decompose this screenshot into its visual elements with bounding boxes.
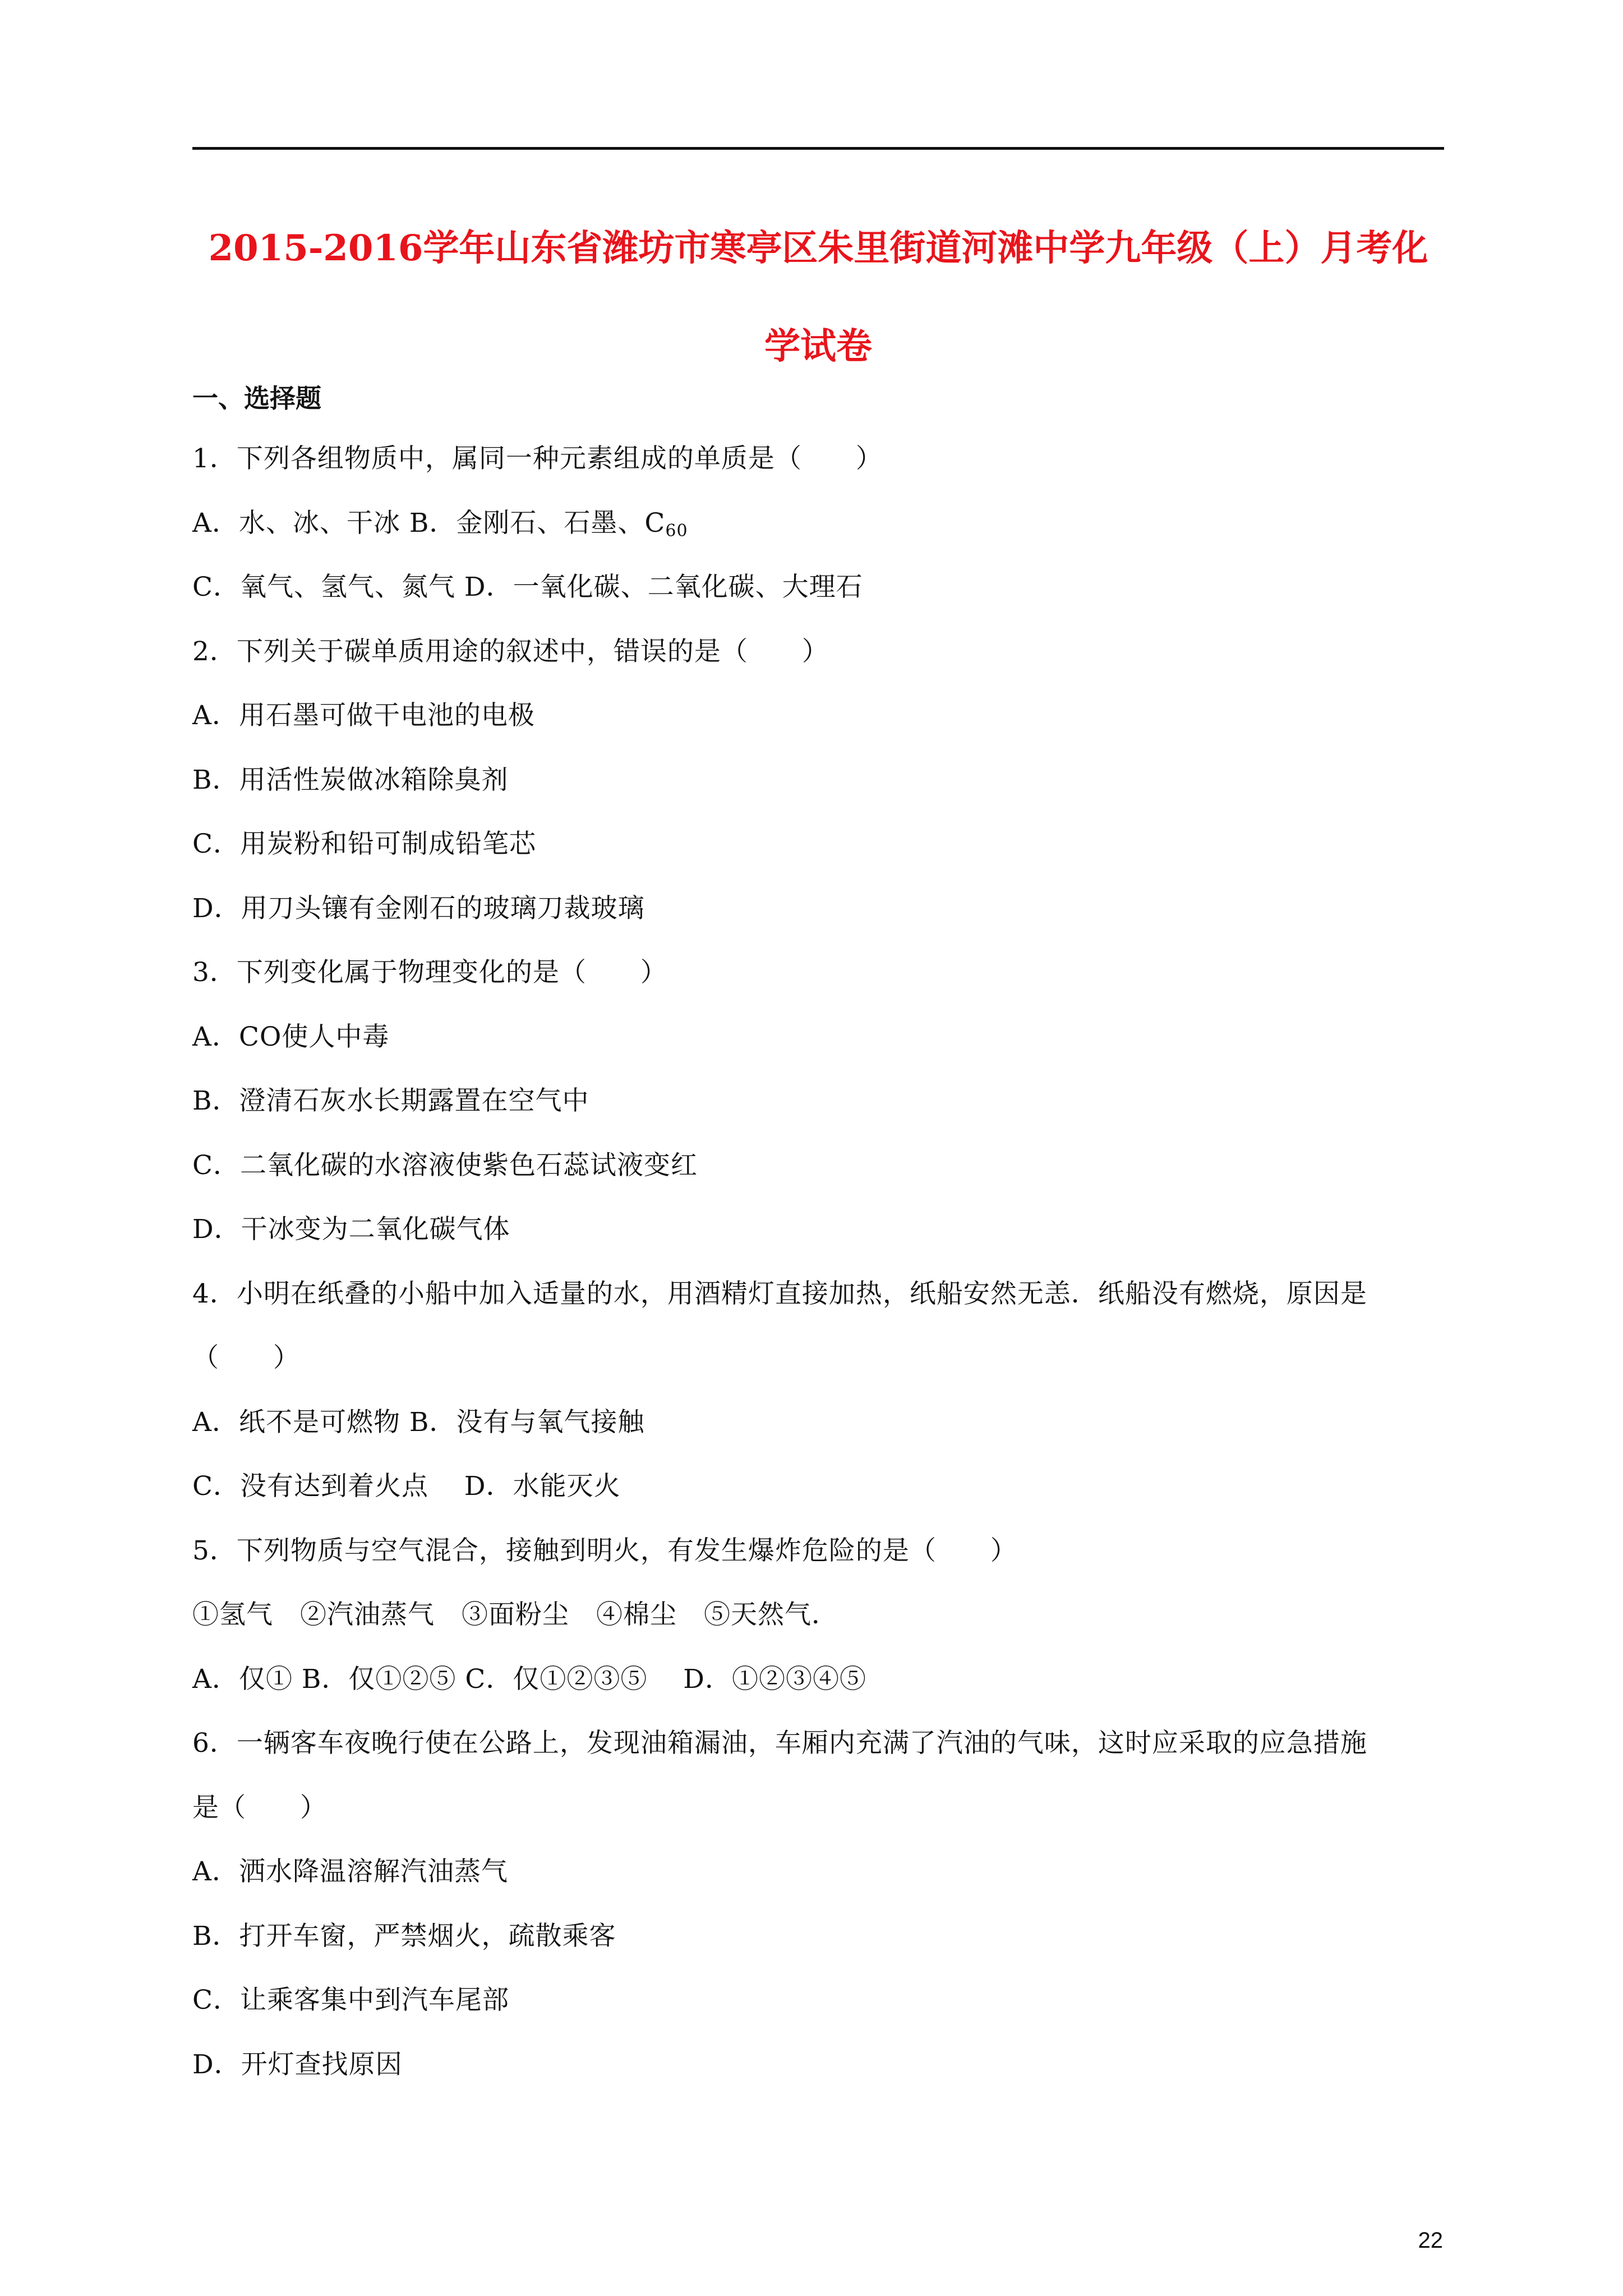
question-3: 3．下列变化属于物理变化的是（ ） (192, 957, 667, 988)
question-6-continued: 是（ ） (192, 1792, 327, 1823)
question-3-option-a: A．CO使人中毒 (192, 1021, 390, 1052)
page-number: 22 (1418, 2228, 1443, 2253)
question-2-option-d: D．用刀头镶有金刚石的玻璃刀裁玻璃 (192, 892, 645, 924)
question-2-option-b: B．用活性炭做冰箱除臭剂 (192, 764, 509, 795)
question-2: 2．下列关于碳单质用途的叙述中，错误的是（ ） (192, 636, 829, 667)
question-4-options-ab: A．纸不是可燃物 B．没有与氧气接触 (192, 1406, 645, 1438)
question-6-option-c: C．让乘客集中到汽车尾部 (192, 1985, 509, 2016)
exam-title (192, 199, 1444, 395)
question-6-option-a: A．洒水降温溶解汽油蒸气 (192, 1856, 508, 1887)
question-1: 1．下列各组物质中，属同一种元素组成的单质是（ ） (192, 443, 883, 474)
question-4-options-cd: C．没有达到着火点 D．水能灭火 (192, 1471, 621, 1502)
question-5: 5．下列物质与空气混合，接触到明火，有发生爆炸危险的是（ ） (192, 1535, 1017, 1566)
question-1-options-ab (192, 501, 1449, 565)
c60-subscript: 60 (665, 521, 688, 541)
exam-title-line-2: 学试卷 (764, 325, 872, 367)
question-5-items: ①氢气 ②汽油蒸气 ③面粉尘 ④棉尘 ⑤天然气． (192, 1599, 838, 1630)
section-heading: 一、选择题 (192, 383, 321, 413)
question-1-options-cd: C．氧气、氢气、氮气 D．一氧化碳、二氧化碳、大理石 (192, 572, 863, 602)
question-2-option-c: C．用炭粉和铅可制成铅笔芯 (192, 829, 536, 859)
question-5-options: A．仅① B．仅①②⑤ C．仅①②③⑤ D．①②③④⑤ (192, 1663, 866, 1695)
question-1-options-ab-text: A．水、冰、干冰 B．金刚石、石墨、C (192, 507, 666, 539)
question-3-option-d: D．干冰变为二氧化碳气体 (192, 1214, 510, 1245)
exam-title-line-1: 2015-2016学年山东省潍坊市寒亭区朱里街道河滩中学九年级（上）月考化 (208, 227, 1428, 269)
question-3-option-c: C．二氧化碳的水溶液使紫色石蕊试液变红 (192, 1149, 698, 1181)
question-4: 4．小明在纸叠的小船中加入适量的水，用酒精灯直接加热，纸船安然无恙．纸船没有燃烧，原因是 (192, 1278, 1367, 1309)
question-6-option-d: D．开灯查找原因 (192, 2049, 403, 2080)
question-4-continued: （ ） (192, 1342, 300, 1373)
question-3-option-b: B．澄清石灰水长期露置在空气中 (192, 1085, 589, 1116)
question-2-option-a: A．用石墨可做干电池的电极 (192, 700, 535, 731)
question-6-option-b: B．打开车窗，严禁烟火，疏散乘客 (192, 1920, 616, 1952)
exam-content (192, 376, 1449, 2106)
question-6: 6．一辆客车夜晚行使在公路上，发现油箱漏油，车厢内充满了汽油的气味，这时应采取的应急措施 (192, 1728, 1367, 1759)
header-rule (192, 147, 1444, 150)
